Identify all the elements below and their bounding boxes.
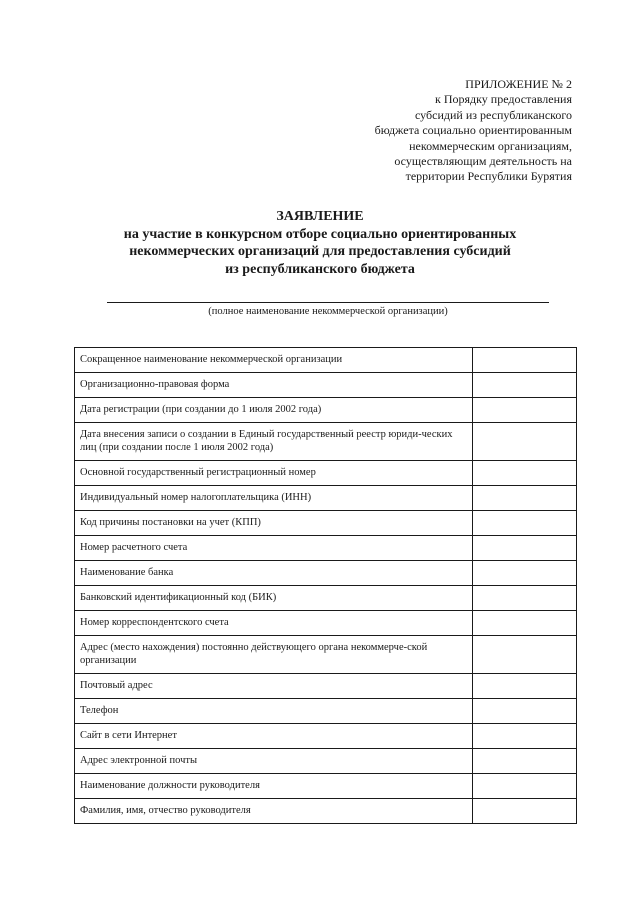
table-row bbox=[75, 674, 577, 699]
table-row bbox=[75, 636, 577, 674]
table-row bbox=[75, 799, 577, 824]
row-label: Номер расчетного счета bbox=[75, 536, 473, 561]
row-label: Сайт в сети Интернет bbox=[75, 724, 473, 749]
row-label: Адрес электронной почты bbox=[75, 749, 473, 774]
table-row bbox=[75, 749, 577, 774]
table-row bbox=[75, 423, 577, 461]
table-row bbox=[75, 699, 577, 724]
annex-line: к Порядку предоставления bbox=[434, 92, 572, 107]
title-line: из республиканского бюджета bbox=[225, 261, 415, 277]
row-label: Номер корреспондентского счета bbox=[75, 611, 473, 636]
value-cell[interactable] bbox=[473, 348, 577, 373]
table-row bbox=[75, 486, 577, 511]
table-row bbox=[75, 348, 577, 373]
row-label: Банковский идентификационный код (БИК) bbox=[75, 586, 473, 611]
annex-line: осуществляющим деятельность на bbox=[394, 154, 572, 169]
value-cell[interactable] bbox=[473, 461, 577, 486]
org-name-fill-line[interactable] bbox=[107, 302, 549, 303]
title-line: некоммерческих организаций для предоставления субсидий bbox=[129, 244, 511, 259]
value-cell[interactable] bbox=[473, 398, 577, 423]
annex-title: ПРИЛОЖЕНИЕ № 2 bbox=[465, 77, 572, 91]
row-label: Индивидуальный номер налогоплательщика (ИНН) bbox=[75, 486, 473, 511]
value-cell[interactable] bbox=[473, 536, 577, 561]
table-row bbox=[75, 373, 577, 398]
annex-line: некоммерческим организациям, bbox=[409, 138, 572, 153]
value-cell[interactable] bbox=[473, 724, 577, 749]
table-row bbox=[75, 586, 577, 611]
table-row bbox=[75, 536, 577, 561]
row-label: Наименование должности руководителя bbox=[75, 774, 473, 799]
value-cell[interactable] bbox=[473, 774, 577, 799]
value-cell[interactable] bbox=[473, 373, 577, 398]
annex-line: субсидий из республиканского bbox=[415, 107, 572, 122]
table-row bbox=[75, 511, 577, 536]
value-cell[interactable] bbox=[473, 749, 577, 774]
value-cell[interactable] bbox=[473, 511, 577, 536]
org-name-caption: (полное наименование некоммерческой организации) bbox=[208, 306, 448, 317]
table-row bbox=[75, 561, 577, 586]
application-form-table bbox=[74, 347, 577, 824]
annex-header bbox=[272, 77, 572, 185]
document-title bbox=[70, 208, 570, 278]
value-cell[interactable] bbox=[473, 561, 577, 586]
value-cell[interactable] bbox=[473, 699, 577, 724]
table-row bbox=[75, 724, 577, 749]
row-label: Дата внесения записи о создании в Единый государственный реестр юриди-ческих лиц (при создании после 1 июля 2002 года) bbox=[75, 423, 473, 461]
value-cell[interactable] bbox=[473, 636, 577, 674]
title-heading: ЗАЯВЛЕНИЕ bbox=[276, 209, 364, 224]
value-cell[interactable] bbox=[473, 799, 577, 824]
row-label: Основной государственный регистрационный номер bbox=[75, 461, 473, 486]
annex-line: территории Республики Бурятия bbox=[405, 169, 572, 184]
value-cell[interactable] bbox=[473, 486, 577, 511]
table-row bbox=[75, 461, 577, 486]
value-cell[interactable] bbox=[473, 611, 577, 636]
value-cell[interactable] bbox=[473, 674, 577, 699]
row-label: Дата регистрации (при создании до 1 июля 2002 года) bbox=[75, 398, 473, 423]
row-label: Телефон bbox=[75, 699, 473, 724]
row-label: Почтовый адрес bbox=[75, 674, 473, 699]
table-row bbox=[75, 774, 577, 799]
annex-line: бюджета социально ориентированным bbox=[374, 123, 572, 138]
value-cell[interactable] bbox=[473, 586, 577, 611]
row-label: Сокращенное наименование некоммерческой организации bbox=[75, 348, 473, 373]
table-row bbox=[75, 611, 577, 636]
value-cell[interactable] bbox=[473, 423, 577, 461]
row-label: Адрес (место нахождения) постоянно действующего органа некоммерче-ской организации bbox=[75, 636, 473, 674]
title-line: на участие в конкурсном отборе социально ориентированных bbox=[123, 226, 517, 242]
row-label: Фамилия, имя, отчество руководителя bbox=[75, 799, 473, 824]
row-label: Код причины постановки на учет (КПП) bbox=[75, 511, 473, 536]
row-label: Организационно-правовая форма bbox=[75, 373, 473, 398]
table-row bbox=[75, 398, 577, 423]
row-label: Наименование банка bbox=[75, 561, 473, 586]
